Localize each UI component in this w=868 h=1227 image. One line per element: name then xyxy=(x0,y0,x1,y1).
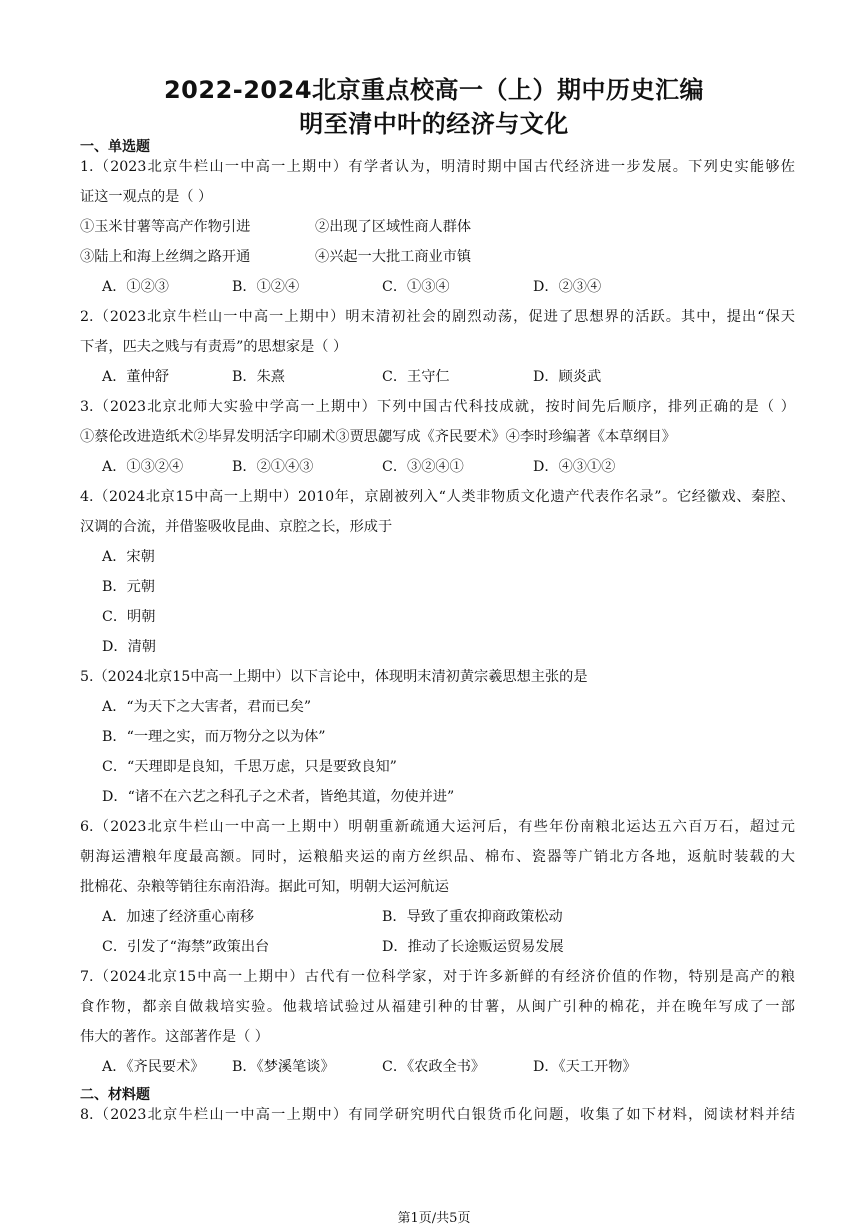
question-3-text: 3.（2023北京北师大实验中学高一上期中）下列中国古代科技成就，按时间先后顺序，排列正确的是（ ） xyxy=(80,399,795,415)
question-1-item: ③陆上和海上丝绸之路开通 xyxy=(80,249,251,265)
section-heading-single-choice: 一、单选题 xyxy=(80,139,150,155)
question-1-option-c: C．①③④ xyxy=(382,279,450,295)
page-footer: 第1页/共5页 xyxy=(397,1211,471,1226)
question-7-text: 伟大的著作。这部著作是（ ） xyxy=(80,1029,269,1045)
question-2-text: 2.（2023北京牛栏山一中高一上期中）明末清初社会的剧烈动荡，促进了思想界的活跃。其中，提出“保天 xyxy=(80,309,795,325)
section-heading-material: 二、材料题 xyxy=(80,1087,150,1103)
document-subtitle: 明至清中叶的经济与文化 xyxy=(299,110,569,138)
question-6-text: 批棉花、杂粮等销往东南沿海。据此可知，明朝大运河航运 xyxy=(80,879,449,895)
question-5-option-c: C．“天理即是良知，千思万虑，只是要致良知” xyxy=(102,759,397,775)
question-2-text: 下者，匹夫之贱与有责焉”的思想家是（ ） xyxy=(80,339,348,355)
question-1-text: 1.（2023北京牛栏山一中高一上期中）有学者认为，明清时期中国古代经济进一步发展。下列史实能够佐 xyxy=(80,159,795,175)
question-3-option-c: C．③②④① xyxy=(382,459,464,475)
question-1-item: ④兴起一大批工商业市镇 xyxy=(315,249,472,265)
question-3-option-d: D．④③①② xyxy=(533,459,616,475)
question-3-option-a: A．①③②④ xyxy=(102,459,184,475)
question-5-option-a: A．“为天下之大害者，君而已矣” xyxy=(102,699,312,715)
question-7-text: 7.（2024北京15中高一上期中）古代有一位科学家，对于许多新鲜的有经济价值的作物，特别是高产的粮 xyxy=(80,969,795,985)
question-1-option-d: D．②③④ xyxy=(533,279,602,295)
question-1-text: 证这一观点的是（ ） xyxy=(80,189,213,205)
question-1-option-b: B．①②④ xyxy=(232,279,300,295)
question-6-option-c: C．引发了“海禁”政策出台 xyxy=(102,939,270,955)
question-3-text: ①蔡伦改进造纸术②毕昇发明活字印刷术③贾思勰写成《齐民要术》④李时珍编著《本草纲目》 xyxy=(80,429,676,445)
question-6-text: 6.（2023北京牛栏山一中高一上期中）明朝重新疏通大运河后，有些年份南粮北运达五六百万石，超过元 xyxy=(80,819,795,835)
question-4-option-c: C．明朝 xyxy=(102,609,156,625)
document-title: 2022-2024北京重点校高一（上）期中历史汇编 xyxy=(163,76,705,104)
question-4-option-d: D．清朝 xyxy=(102,639,156,655)
question-1-item: ①玉米甘薯等高产作物引进 xyxy=(80,219,251,235)
question-2-option-b: B．朱熹 xyxy=(232,369,285,385)
question-4-text: 汉调的合流，并借鉴吸收昆曲、京腔之长，形成于 xyxy=(80,519,393,535)
question-4-text: 4.（2024北京15中高一上期中）2010年，京剧被列入“人类非物质文化遗产代表作名录”。它经徽戏、秦腔、 xyxy=(80,489,795,505)
question-5-option-d: D．“诸不在六艺之科孔子之术者，皆绝其道，勿使并进” xyxy=(102,789,455,805)
question-6-option-a: A．加速了经济重心南移 xyxy=(102,909,255,925)
question-4-option-b: B．元朝 xyxy=(102,579,155,595)
question-6-option-d: D．推动了长途贩运贸易发展 xyxy=(382,939,564,955)
question-7-option-d: D．《天工开物》 xyxy=(533,1059,637,1075)
question-5-text: 5.（2024北京15中高一上期中）以下言论中，体现明末清初黄宗羲思想主张的是 xyxy=(80,669,588,685)
question-6-option-b: B．导致了重农抑商政策松动 xyxy=(382,909,563,925)
question-7-option-b: B．《梦溪笔谈》 xyxy=(232,1059,335,1075)
question-4-option-a: A．宋朝 xyxy=(102,549,155,565)
question-7-option-a: A．《齐民要术》 xyxy=(102,1059,205,1075)
question-6-text: 朝海运漕粮年度最高额。同时，运粮船夹运的南方丝织品、棉布、瓷器等广销北方各地，返航时装载的大 xyxy=(80,849,795,865)
question-2-option-c: C．王守仁 xyxy=(382,369,450,385)
question-1-item: ②出现了区域性商人群体 xyxy=(315,219,472,235)
question-8-text: 8.（2023北京牛栏山一中高一上期中）有同学研究明代白银货币化问题，收集了如下材料，阅读材料并结 xyxy=(80,1107,795,1123)
question-7-option-c: C．《农政全书》 xyxy=(382,1059,486,1075)
question-5-option-b: B．“一理之实，而万物分之以为体” xyxy=(102,729,326,745)
question-1-option-a: A．①②③ xyxy=(102,279,169,295)
question-3-option-b: B．②①④③ xyxy=(232,459,314,475)
question-7-text: 食作物，都亲自做栽培实验。他栽培试验过从福建引种的甘薯，从闽广引种的棉花，并在晚年写成了一部 xyxy=(80,999,795,1015)
question-2-option-d: D．顾炎武 xyxy=(533,369,602,385)
question-2-option-a: A．董仲舒 xyxy=(102,369,169,385)
